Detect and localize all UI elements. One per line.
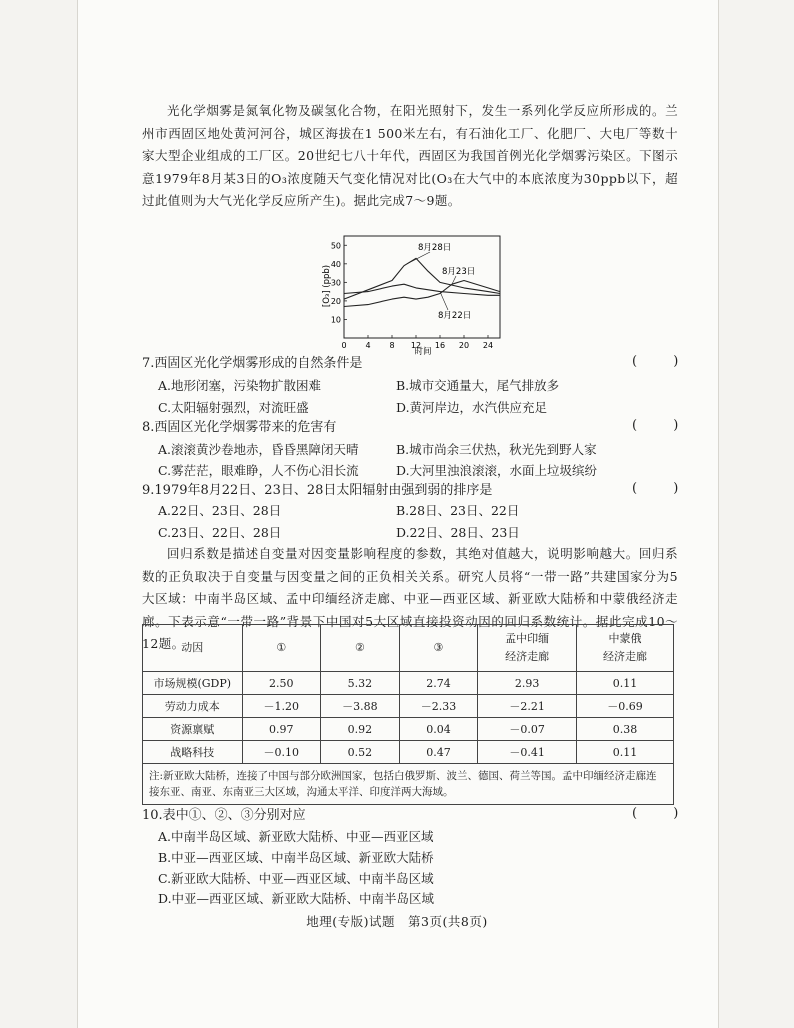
chart-y-axis-label: [O₃] (ppb) xyxy=(322,264,332,308)
table-cell: －0.10 xyxy=(242,741,321,764)
x-tick-label: 16 xyxy=(434,341,446,350)
table-cell: －0.69 xyxy=(577,695,674,718)
intro-paragraph: 光化学烟雾是氮氧化物及碳氢化合物，在阳光照射下，发生一系列化学反应所形成的。兰州市西固区地处黄河河谷，城区海拔在1 500米左右，有石油化工厂、化肥厂、大电厂等数十家大型企业组成的工厂区。20世纪七八十年代，西固区为我国首例光化学烟雾污染区。下图示意1979年8月某3日的O₃浓度随天气变化情况对比(O₃在大气中的本底浓度为30ppb以下，超过此值则为大气光化学反应所产生)。据此完成7～9题。 xyxy=(142,103,678,208)
q8-option-c[interactable]: C.雾茫茫，眼难睁，人不伤心泪长流 xyxy=(158,463,359,478)
table-cell: 0.97 xyxy=(242,718,321,741)
table-cell: －0.07 xyxy=(478,718,577,741)
table-cell: －3.88 xyxy=(321,695,400,718)
q8-answer-bracket[interactable]: ( ) xyxy=(632,418,695,433)
series-label-0823: 8月23日 xyxy=(442,267,476,277)
table-cell: 5.32 xyxy=(321,672,400,695)
y-tick-label: 10 xyxy=(330,315,341,325)
table-cell: 2.74 xyxy=(399,672,478,695)
q9-stem: 9.1979年8月22日、23日、28日太阳辐射由强到弱的排序是 xyxy=(142,483,493,498)
q7-stem: 7.西固区光化学烟雾形成的自然条件是 xyxy=(142,356,363,371)
table-cell: 2.50 xyxy=(242,672,321,695)
table-cell: －1.20 xyxy=(242,695,321,718)
table-note: 注:新亚欧大陆桥，连接了中国与部分欧洲国家，包括白俄罗斯、波兰、德国、荷兰等国。孟中印缅经济走廊连接东亚、南亚、东南亚三大区域，沟通太平洋、印度洋两大海域。 xyxy=(143,764,674,805)
y-tick-label: 20 xyxy=(330,296,341,306)
q8-stem: 8.西固区光化学烟雾带来的危害有 xyxy=(142,420,337,435)
table-cell: 2.93 xyxy=(478,672,577,695)
table-cell: 0.11 xyxy=(577,672,674,695)
q10-option-c[interactable]: C.新亚欧大陆桥、中亚—西亚区域、中南半岛区域 xyxy=(158,871,434,886)
page-footer: 地理(专版)试题 第3页(共8页) xyxy=(306,914,488,929)
q10-option-d[interactable]: D.中亚—西亚区域、新亚欧大陆桥、中南半岛区域 xyxy=(158,891,435,906)
q7-option-d[interactable]: D.黄河岸边，水汽供应充足 xyxy=(396,400,548,415)
y-tick-label: 30 xyxy=(330,278,341,288)
q10-option-a[interactable]: A.中南半岛区域、新亚欧大陆桥、中亚—西亚区域 xyxy=(158,829,434,844)
table-row xyxy=(143,741,674,764)
ozone-chart xyxy=(318,228,518,358)
series-label-0828: 8月28日 xyxy=(418,243,452,253)
table-header-cell: 中蒙俄 经济走廊 xyxy=(577,625,674,672)
q8-option-b[interactable]: B.城市尚余三伏热，秋光先到野人家 xyxy=(396,442,597,457)
q9-option-b[interactable]: B.28日、23日、22日 xyxy=(396,503,520,518)
table-cell: 劳动力成本 xyxy=(143,695,243,718)
y-tick-label: 50 xyxy=(330,241,341,251)
x-tick-label: 20 xyxy=(458,341,470,350)
table-cell: －2.33 xyxy=(399,695,478,718)
series-label-0822: 8月22日 xyxy=(438,311,472,321)
q7-option-b[interactable]: B.城市交通量大，尾气排放多 xyxy=(396,378,560,393)
table-cell: 0.38 xyxy=(577,718,674,741)
q10-option-b[interactable]: B.中亚—西亚区域、中南半岛区域、新亚欧大陆桥 xyxy=(158,850,434,865)
table-cell: 战略科技 xyxy=(143,741,243,764)
q7-option-c[interactable]: C.太阳辐射强烈，对流旺盛 xyxy=(158,400,309,415)
table-header-cell: 孟中印缅 经济走廊 xyxy=(478,625,577,672)
chart-x-axis-label: 时间 xyxy=(414,347,432,357)
q9-option-d[interactable]: D.22日、28日、23日 xyxy=(396,525,520,540)
table-note-row xyxy=(143,764,674,805)
q8-option-d[interactable]: D.大河里浊浪滚滚，水面上垃圾缤纷 xyxy=(396,463,598,478)
q9-option-a[interactable]: A.22日、23日、28日 xyxy=(158,503,282,518)
table-cell: 0.11 xyxy=(577,741,674,764)
table-cell: 资源禀赋 xyxy=(143,718,243,741)
table-header-row xyxy=(143,625,674,672)
q7-option-a[interactable]: A.地形闭塞，污染物扩散困难 xyxy=(158,378,322,393)
table-header-cell: ③ xyxy=(399,625,478,672)
table-cell: 0.52 xyxy=(321,741,400,764)
q8-option-a[interactable]: A.滚滚黄沙卷地赤，昏昏黑障闭天晴 xyxy=(158,442,359,457)
table-row xyxy=(143,672,674,695)
table-header-cell: 动因 xyxy=(143,625,243,672)
x-tick-label: 8 xyxy=(389,341,395,350)
table-cell: 市场规模(GDP) xyxy=(143,672,243,695)
regression-table xyxy=(142,624,674,805)
q9-answer-bracket[interactable]: ( ) xyxy=(632,481,695,496)
regression-paragraph: 回归系数是描述自变量对因变量影响程度的参数，其绝对值越大，说明影响越大。回归系数的正负取决于自变量与因变量之间的正负相关关系。研究人员将“一带一路”共建国家分为5大区域：中南半岛区域、孟中印缅经济走廊、中亚—西亚区域、新亚欧大陆桥和中蒙俄经济走廊。下表示意“一带一路”背景下中国对5大区域直接投资动因的回归系数统计。据此完成10～12题。 xyxy=(142,546,678,651)
x-tick-label: 0 xyxy=(341,341,347,350)
q9-option-c[interactable]: C.23日、22日、28日 xyxy=(158,525,282,540)
table-row xyxy=(143,695,674,718)
x-tick-label: 12 xyxy=(410,341,422,350)
table-cell: －2.21 xyxy=(478,695,577,718)
q10-answer-bracket[interactable]: ( ) xyxy=(632,806,695,821)
x-tick-label: 4 xyxy=(365,341,371,350)
table-header-cell: ② xyxy=(321,625,400,672)
table-row xyxy=(143,718,674,741)
table-cell: 0.92 xyxy=(321,718,400,741)
x-tick-label: 24 xyxy=(482,341,494,350)
q7-answer-bracket[interactable]: ( ) xyxy=(632,354,695,369)
y-tick-label: 40 xyxy=(330,259,341,269)
table-cell: 0.04 xyxy=(399,718,478,741)
table-header-cell: ① xyxy=(242,625,321,672)
table-cell: 0.47 xyxy=(399,741,478,764)
q10-stem: 10.表中①、②、③分别对应 xyxy=(142,808,306,823)
table-cell: －0.41 xyxy=(478,741,577,764)
